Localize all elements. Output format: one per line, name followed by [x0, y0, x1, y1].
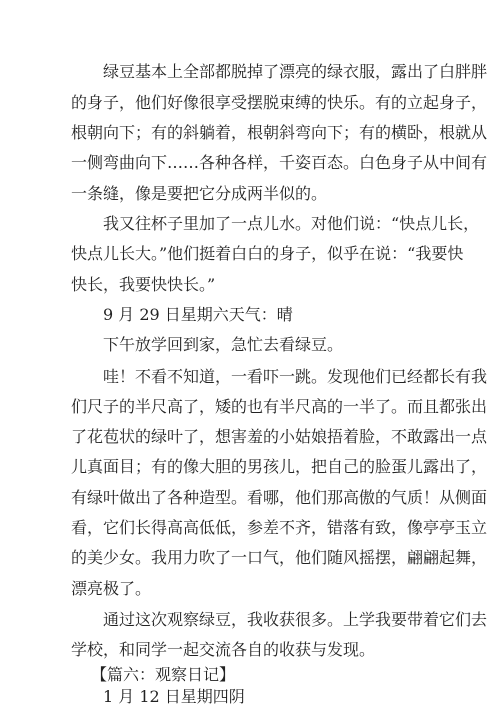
section-heading: 【篇六：观察日记】	[91, 665, 236, 684]
paragraph-1-line-4: 一侧弯曲向下……各种各样，千姿百态。白色身子从中间有	[71, 153, 488, 172]
paragraph-4-line-2: 们尺子的半尺高了，矮的也有半尺高的一半了。而且都张出	[71, 397, 488, 416]
paragraph-1-line-3: 根朝向下；有的斜躺着，根朝斜弯向下；有的横卧，根就从	[71, 123, 488, 142]
paragraph-3-line-1: 下午放学回到家，急忙去看绿豆。	[103, 335, 344, 354]
paragraph-4-line-6: 看，它们长得高高低低，参差不齐，错落有致，像亭亭玉立	[71, 518, 488, 537]
paragraph-4-line-5: 有绿叶做出了各种造型。看哪，他们那高傲的气质！从侧面	[71, 488, 488, 507]
paragraph-4-line-4: 儿真面目；有的像大胆的男孩儿，把自己的脸蛋儿露出了，	[71, 457, 488, 476]
paragraph-2-line-1: 我又往杯子里加了一点儿水。对他们说：“快点儿长，	[103, 214, 480, 233]
paragraph-2-line-3: 快长，我要快快长。”	[71, 275, 216, 294]
paragraph-5-line-1: 通过这次观察绿豆，我收获很多。上学我要带着它们去	[103, 610, 488, 629]
paragraph-4-line-1: 哇！不看不知道，一看吓一跳。发现他们已经都长有我	[103, 367, 488, 386]
paragraph-4-line-3: 了花苞状的绿叶了，想害羞的小姑娘捂着脸，不敢露出一点	[71, 427, 488, 446]
paragraph-1-line-2: 的身子，他们好像很享受摆脱束缚的快乐。有的立起身子，	[71, 93, 488, 112]
paragraph-1-line-5: 一条缝，像是要把它分成两半似的。	[71, 184, 328, 203]
paragraph-5-line-2: 学校，和同学一起交流各自的收获与发现。	[71, 640, 376, 659]
paragraph-2-line-2: 快点儿长大。”他们挺着白白的身子，似乎在说：“我要快	[71, 244, 464, 263]
paragraph-4-line-8: 漂亮极了。	[71, 579, 152, 598]
paragraph-1-line-1: 绿豆基本上全部都脱掉了漂亮的绿衣服，露出了白胖胖	[103, 62, 488, 81]
paragraph-4-line-7: 的美少女。我用力吹了一口气，他们随风摇摆，翩翩起舞，	[71, 548, 488, 567]
date-heading-2: 1 月 12 日星期四阴	[103, 687, 245, 706]
date-heading-1: 9 月 29 日星期六天气：晴	[103, 305, 293, 324]
